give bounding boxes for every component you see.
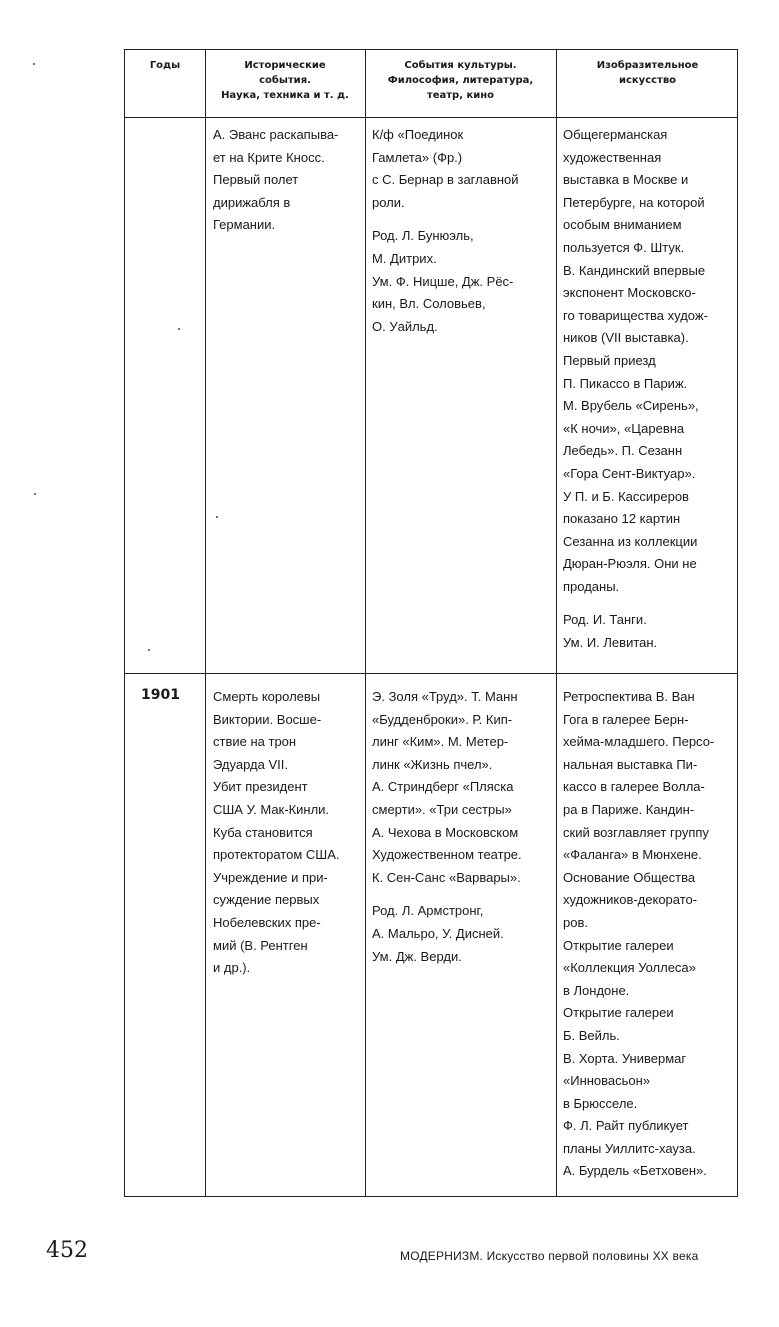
cell-text-line: Гога в галерее Берн-: [563, 711, 689, 727]
row1-history-cell: [213, 124, 338, 237]
cell-text-line: в Лондоне.: [563, 982, 630, 998]
cell-text-line: Виктории. Восше-: [213, 711, 322, 727]
scan-speck: [34, 493, 36, 495]
header-art: [556, 58, 739, 88]
cell-text-line: А. Эванс раскапыва-: [213, 127, 339, 142]
running-title: МОДЕРНИЗМ. Искусство первой половины XX века: [400, 1249, 699, 1263]
row2-culture-cell: [372, 686, 522, 968]
header-line: Изобразительное: [596, 60, 699, 71]
cell-text-line: в Брюсселе.: [563, 1095, 638, 1111]
column-divider: [205, 50, 206, 1196]
cell-text-line: Ф. Л. Райт публикует: [563, 1118, 689, 1134]
cell-text-line: Художественном театре.: [372, 847, 522, 863]
cell-text-line: В. Хорта. Универмаг: [563, 1050, 687, 1066]
cell-text-line: мий (В. Рентген: [213, 937, 308, 953]
cell-text-line: протекторатом США.: [213, 847, 340, 863]
cell-text-line: Убит президент: [213, 779, 308, 795]
cell-text-line: Дюран-Рюэля. Они не: [563, 556, 697, 572]
column-divider: [556, 50, 557, 1196]
cell-text-line: ет на Крите Кносс.: [213, 149, 325, 165]
cell-text-line: с С. Бернар в заглавной: [372, 172, 519, 188]
cell-text-line: О. Уайльд.: [372, 318, 438, 334]
cell-text-line: Лебедь». П. Сезанн: [563, 443, 683, 459]
cell-text-line: особым вниманием: [563, 217, 682, 233]
cell-text-line: Ум. И. Левитан.: [563, 635, 658, 651]
cell-text-line: Род. И. Танги.: [563, 612, 647, 628]
row1-art-cell: [563, 124, 708, 655]
cell-text-line: линг «Ким». М. Метер-: [372, 734, 509, 750]
cell-text-line: го товарищества худож-: [563, 307, 708, 323]
paragraph-gap: [563, 598, 708, 609]
cell-text-line: М. Дитрих.: [372, 250, 437, 266]
header-history: [205, 58, 365, 103]
cell-text-line: нальная выставка Пи-: [563, 756, 698, 772]
cell-text-line: Германии.: [213, 217, 276, 233]
paragraph-gap: [372, 214, 519, 225]
cell-text-line: Э. Золя «Труд». Т. Манн: [372, 689, 518, 704]
cell-text-line: Первый приезд: [563, 352, 656, 368]
column-divider: [365, 50, 366, 1196]
cell-text-line: Ретроспектива В. Ван: [563, 689, 695, 704]
cell-text-line: Первый полет: [213, 172, 299, 188]
cell-text-line: ствие на трон: [213, 734, 297, 750]
cell-text-line: «Инновасьон»: [563, 1073, 651, 1089]
chronology-table: [124, 49, 738, 1197]
cell-text-line: кин, Вл. Соловьев,: [372, 296, 486, 312]
scan-speck: [33, 63, 35, 65]
cell-text-line: смерти». «Три сестры»: [372, 801, 512, 817]
row-divider: [125, 673, 737, 674]
cell-text-line: планы Уиллитс-хауза.: [563, 1140, 696, 1156]
cell-text-line: Открытие галереи: [563, 1005, 674, 1021]
header-divider: [125, 117, 737, 118]
cell-text-line: У П. и Б. Кассиреров: [563, 488, 689, 504]
cell-text-line: Род. Л. Бунюэль,: [372, 228, 474, 244]
header-line: Исторические: [244, 60, 326, 71]
cell-text-line: К. Сен-Санс «Варвары».: [372, 869, 521, 885]
cell-text-line: «К ночи», «Царевна: [563, 420, 685, 436]
cell-text-line: Ум. Дж. Верди.: [372, 948, 462, 964]
header-line: события.: [259, 75, 311, 86]
cell-text-line: Куба становится: [213, 824, 313, 840]
cell-text-line: суждение первых: [213, 892, 320, 908]
scan-speck: [148, 649, 150, 651]
cell-text-line: показано 12 картин: [563, 511, 681, 527]
cell-text-line: линк «Жизнь пчел».: [372, 756, 493, 772]
cell-text-line: Петербурге, на которой: [563, 194, 705, 210]
scan-speck: [178, 328, 180, 330]
cell-text-line: дирижабля в: [213, 194, 291, 210]
cell-text-line: А. Бурдель «Бетховен».: [563, 1163, 707, 1179]
page-number: 452: [46, 1238, 88, 1263]
cell-text-line: Б. Вейль.: [563, 1027, 620, 1043]
row2-history-cell: [213, 686, 339, 980]
cell-text-line: и др.).: [213, 960, 251, 976]
header-line: театр, кино: [426, 90, 495, 101]
scan-speck: [216, 516, 218, 518]
cell-text-line: Гамлета» (Фр.): [372, 149, 463, 165]
cell-text-line: К/ф «Поединок: [372, 127, 464, 142]
cell-text-line: художественная: [563, 149, 662, 165]
cell-text-line: Учреждение и при-: [213, 869, 328, 885]
header-culture: [365, 58, 556, 103]
header-line: События культуры.: [404, 60, 517, 71]
cell-text-line: Открытие галереи: [563, 937, 674, 953]
cell-text-line: «Фаланга» в Мюнхене.: [563, 847, 702, 863]
cell-text-line: кассо в галерее Волла-: [563, 779, 705, 795]
header-line: искусство: [618, 75, 677, 86]
cell-text-line: Общегерманская: [563, 127, 668, 142]
cell-text-line: экспонент Московско-: [563, 285, 696, 301]
header-line: Наука, техника и т. д.: [221, 90, 349, 101]
row1-culture-cell: [372, 124, 519, 338]
cell-text-line: М. Врубель «Сирень»,: [563, 398, 699, 414]
cell-text-line: Нобелевских пре-: [213, 914, 321, 930]
paragraph-gap: [372, 889, 522, 900]
cell-text-line: хейма-младшего. Персо-: [563, 734, 715, 750]
cell-text-line: художников-декорато-: [563, 892, 698, 908]
header-years: [125, 58, 205, 73]
cell-text-line: Эдуарда VII.: [213, 756, 288, 772]
cell-text-line: ра в Париже. Кандин-: [563, 801, 695, 817]
cell-text-line: «Коллекция Уоллеса»: [563, 960, 696, 976]
cell-text-line: проданы.: [563, 578, 620, 594]
header-line: Философия, литература,: [387, 75, 534, 86]
cell-text-line: США У. Мак-Кинли.: [213, 801, 330, 817]
cell-text-line: роли.: [372, 194, 405, 210]
cell-text-line: «Будденброки». Р. Кип-: [372, 711, 513, 727]
cell-text-line: Сезанна из коллекции: [563, 533, 698, 549]
cell-text-line: пользуется Ф. Штук.: [563, 239, 685, 255]
cell-text-line: Основание Общества: [563, 869, 696, 885]
cell-text-line: выставка в Москве и: [563, 172, 689, 188]
cell-text-line: «Гора Сент-Виктуар».: [563, 465, 696, 481]
cell-text-line: ров.: [563, 914, 588, 930]
cell-text-line: Ум. Ф. Ницше, Дж. Рёс-: [372, 273, 514, 289]
cell-text-line: ский возглавляет группу: [563, 824, 709, 840]
row2-art-cell: [563, 686, 714, 1183]
cell-text-line: Смерть королевы: [213, 689, 321, 704]
cell-text-line: В. Кандинский впервые: [563, 262, 706, 278]
header-line: Годы: [149, 60, 181, 71]
row2-year: 1901: [141, 687, 180, 703]
cell-text-line: Род. Л. Армстронг,: [372, 903, 484, 919]
cell-text-line: А. Стриндберг «Пляска: [372, 779, 514, 795]
cell-text-line: ников (VII выставка).: [563, 330, 689, 346]
cell-text-line: А. Чехова в Московском: [372, 824, 519, 840]
cell-text-line: А. Мальро, У. Дисней.: [372, 925, 504, 941]
cell-text-line: П. Пикассо в Париж.: [563, 375, 688, 391]
